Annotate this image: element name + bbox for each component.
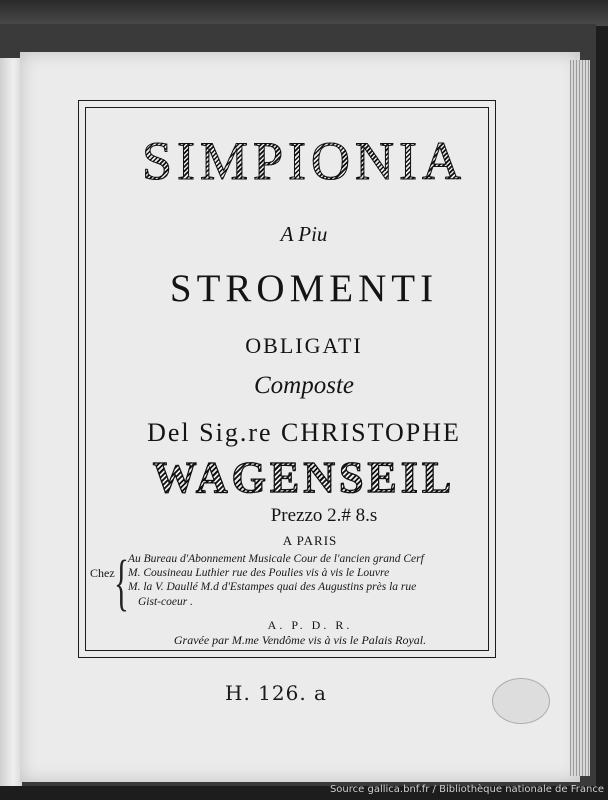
source-credit: Source gallica.bnf.fr / Bibliothèque nationale de France [329, 784, 604, 795]
handwritten-shelfmark: H. 126. a [225, 681, 327, 705]
composer-prefix: Del Sig.re CHRISTOPHE [147, 418, 461, 447]
seller-address: M. la V. Daullé M.d d'Estampes quai des Augustins près la rue [128, 581, 417, 593]
seller-address: Gist-coeur . [138, 596, 193, 608]
engraver-line: Gravée par M.me Vendôme vis à vis le Palais Royal. [173, 633, 427, 647]
work-title: SIMPIONIA [141, 131, 467, 191]
composte-line: Composte [254, 372, 354, 399]
subtitle-a-piu: A Piu [280, 222, 328, 246]
scan-background-top [0, 0, 608, 26]
composer-name: WAGENSEIL [152, 453, 456, 502]
city-line: A PARIS [282, 533, 338, 548]
price-line: Prezzo 2.# 8.s [270, 505, 378, 526]
obligati-line: OBLIGATI [245, 333, 363, 358]
brace-icon: { [114, 549, 129, 617]
library-stamp-icon [492, 678, 550, 724]
seller-address: M. Cousineau Luthier rue des Poulies vis à vis le Louvre [128, 567, 390, 579]
sellers-block [84, 551, 484, 615]
seller-address: Au Bureau d'Abonnement Musicale Cour de l'ancien grand Cerf [128, 553, 424, 565]
chez-label: Chez [90, 566, 115, 580]
privilege-imprint: A. P. D. R. [267, 618, 353, 632]
instruments-line: STROMENTI [169, 267, 439, 310]
